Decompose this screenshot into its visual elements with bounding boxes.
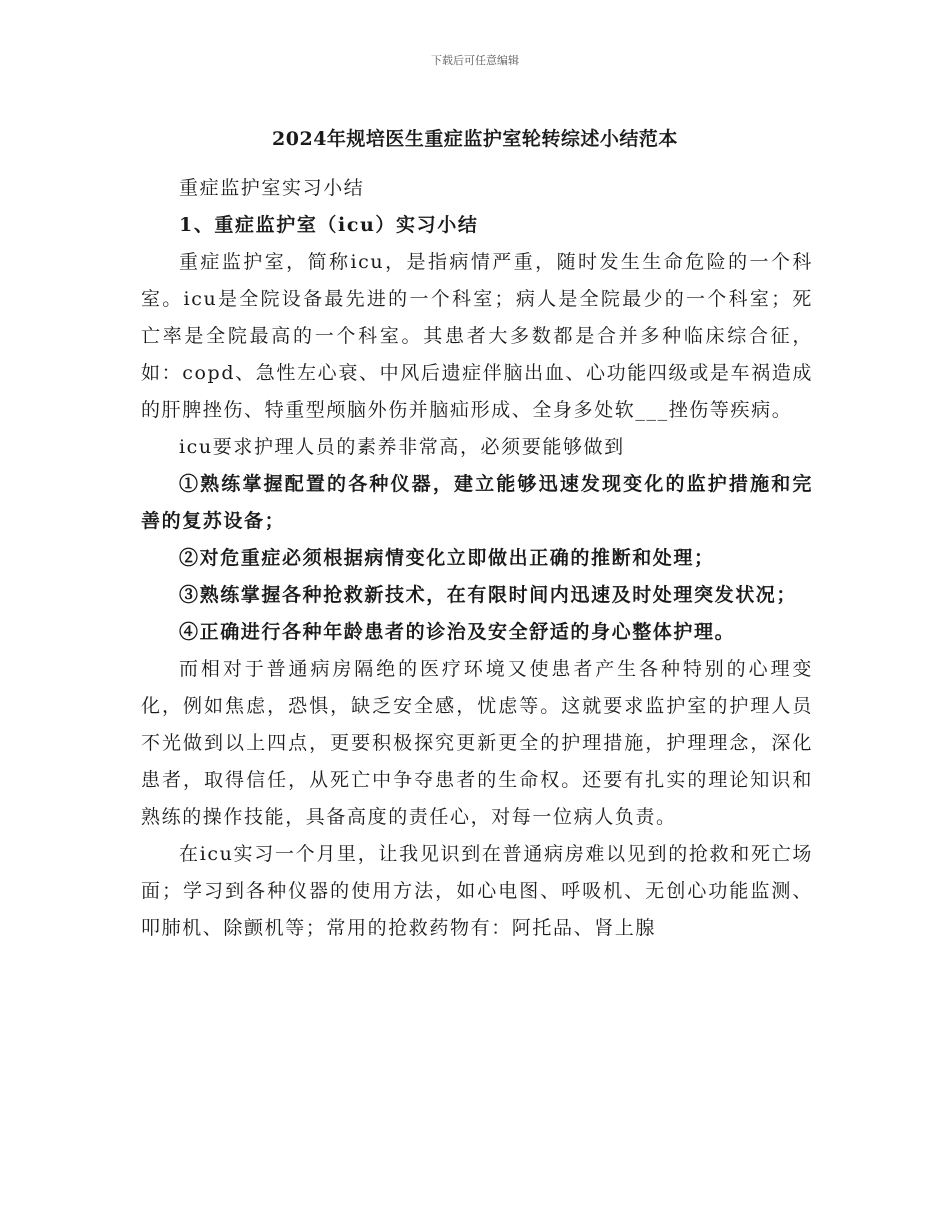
paragraph-requirements: icu要求护理人员的素养非常高，必须要能够做到 <box>179 436 625 458</box>
document-title: 2024年规培医生重症监护室轮转综述小结范本 <box>272 128 678 150</box>
requirement-item-3: ③熟练掌握各种抢救新技术，在有限时间内迅速及时处理突发状况； <box>179 584 798 606</box>
requirement-item-1: ①熟练掌握配置的各种仪器，建立能够迅速发现变化的监护措施和完善的复苏设备； <box>141 473 813 532</box>
paragraph-subtitle: 重症监护室实习小结 <box>179 177 365 199</box>
page-header: 下载后可任意编辑 <box>431 54 519 67</box>
requirement-item-2: ②对危重症必须根据病情变化立即做出正确的推断和处理； <box>179 547 715 569</box>
requirement-item-4: ④正确进行各种年龄患者的诊治及安全舒适的身心整体护理。 <box>179 621 736 643</box>
section-heading: 1、重症监护室（icu）实习小结 <box>179 214 479 236</box>
document-body <box>141 170 813 947</box>
paragraph-intro: 重症监护室，简称icu，是指病情严重，随时发生生命危险的一个科室。icu是全院设备最先进的一个科室；病人是全院最少的一个科室；死亡率是全院最高的一个科室。其患者大多数都是合并多种临床综合征，如：copd、急性左心衰、中风后遗症伴脑出血、心功能四级或是车祸造成的肝脾挫伤、特重型颅脑外伤并脑疝形成、全身多处软___挫伤等疾病。 <box>141 251 813 421</box>
paragraph-psychology: 而相对于普通病房隔绝的医疗环境又使患者产生各种特别的心理变化，例如焦虑，恐惧，缺乏安全感，忧虑等。这就要求监护室的护理人员不光做到以上四点，更要积极探究更新更全的护理措施，护理理念，深化患者，取得信任，从死亡中争夺患者的生命权。还要有扎实的理论知识和熟练的操作技能，具备高度的责任心，对每一位病人负责。 <box>141 658 813 828</box>
paragraph-experience: 在icu实习一个月里，让我见识到在普通病房难以见到的抢救和死亡场面；学习到各种仪器的使用方法，如心电图、呼吸机、无创心功能监测、叩肺机、除颤机等；常用的抢救药物有：阿托品、肾上腺 <box>141 843 813 939</box>
